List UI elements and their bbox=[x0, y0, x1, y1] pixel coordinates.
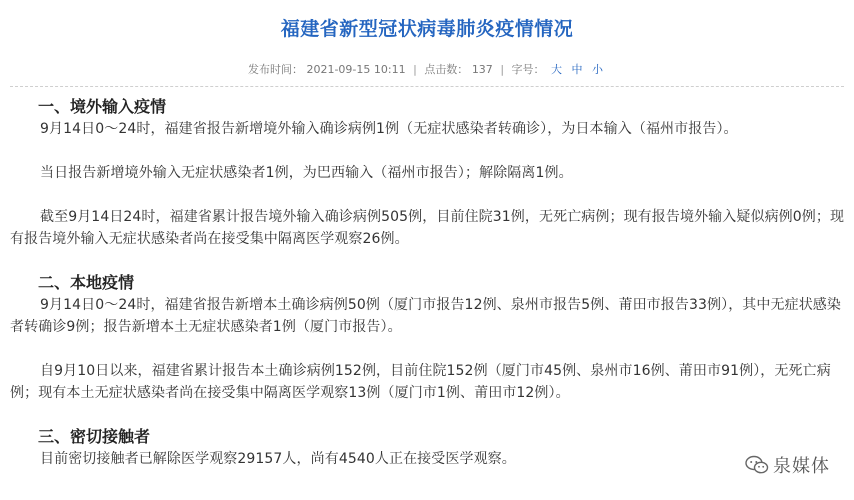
section-heading: 三、密切接触者 bbox=[38, 427, 151, 446]
article-meta bbox=[0, 61, 854, 77]
paragraph: 当日报告新增境外输入无症状感染者1例，为巴西输入（福州市报告）；解除隔离1例。 bbox=[40, 165, 573, 181]
paragraph: 自9月10日以来，福建省累计报告本土确诊病例152例，目前住院152例（厦门市45例、泉州市16例、莆田市91例），无死亡病例；现有本土无症状感染者尚在接受集中隔离医学观察13例（厦门市1例、莆田市12例）。 bbox=[10, 363, 831, 401]
wechat-icon bbox=[745, 455, 769, 475]
published-label: 发布时间： bbox=[247, 63, 303, 76]
paragraph: 9月14日0～24时，福建省报告新增本土确诊病例50例（厦门市报告12例、泉州市报告5例、莆田市报告33例），其中无症状感染者转确诊9例；报告新增本土无症状感染者1例（厦门市报告）。 bbox=[10, 297, 841, 335]
section-heading: 二、本地疫情 bbox=[38, 273, 135, 292]
views-label: 点击数： bbox=[424, 63, 469, 76]
watermark-text: 泉媒体 bbox=[773, 456, 830, 477]
paragraph: 9月14日0～24时，福建省报告新增境外输入确诊病例1例（无症状感染者转确诊），为日本输入（福州市报告）。 bbox=[40, 121, 738, 137]
font-size-large-button[interactable]: 大 bbox=[551, 63, 563, 76]
section-heading: 一、境外输入疫情 bbox=[38, 97, 167, 116]
font-size-small-button[interactable]: 小 bbox=[592, 63, 604, 76]
paragraph: 目前密切接触者已解除医学观察29157人，尚有4540人正在接受医学观察。 bbox=[40, 451, 516, 467]
article-body bbox=[10, 96, 848, 470]
paragraph: 截至9月14日24时，福建省累计报告境外输入确诊病例505例，目前住院31例，无死亡病例；现有报告境外输入疑似病例0例；现有报告境外输入无症状感染者尚在接受集中隔离医学观察26例。 bbox=[10, 209, 845, 247]
fontsize-label: 字号： bbox=[511, 63, 545, 76]
meta-separator: | bbox=[413, 63, 417, 76]
source-watermark bbox=[745, 452, 830, 478]
article-title: 福建省新型冠状病毒肺炎疫情情况 bbox=[280, 18, 574, 40]
views-count: 137 bbox=[471, 63, 493, 76]
published-time: 2021-09-15 10:11 bbox=[306, 63, 406, 76]
meta-separator: | bbox=[500, 63, 505, 76]
title-divider bbox=[10, 86, 844, 87]
font-size-medium-button[interactable]: 中 bbox=[571, 63, 583, 76]
